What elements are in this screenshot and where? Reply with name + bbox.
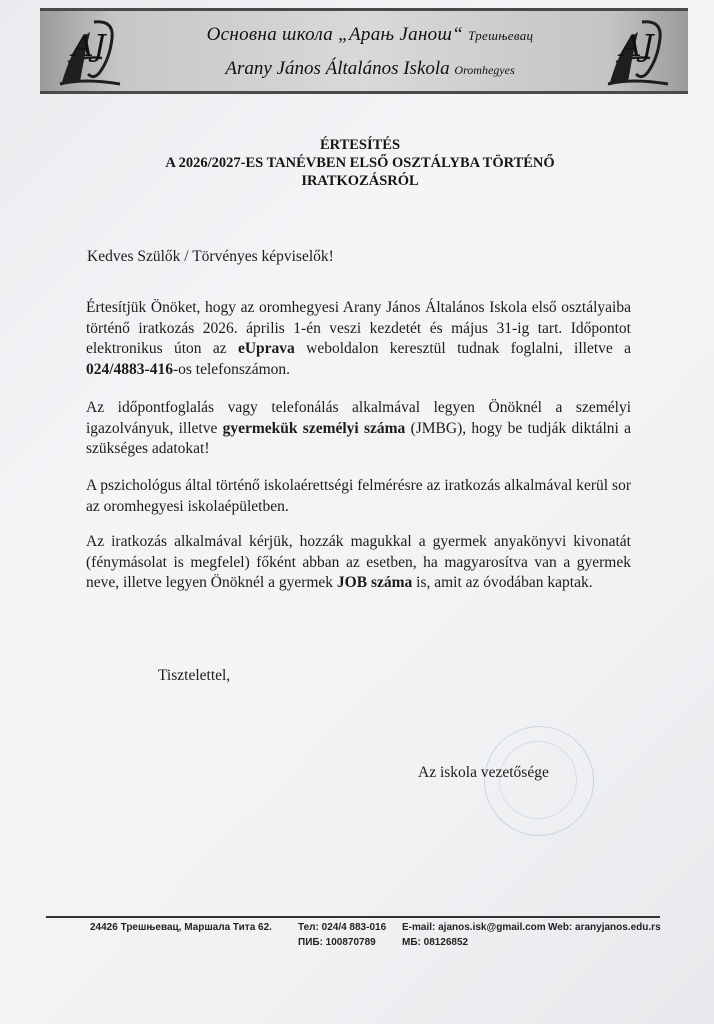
- letterhead-top-stripe: [40, 8, 688, 11]
- p2-jmbg-bold: gyermekük személyi száma: [222, 419, 406, 437]
- salutation: Kedves Szülők / Törvényes képviselők!: [87, 248, 334, 265]
- footer-email: E-mail: ajanos.isk@gmail.com: [402, 922, 546, 933]
- title-line-1: ÉRTESÍTÉS: [319, 137, 401, 153]
- paragraph-documents: [86, 398, 631, 460]
- paragraph-psychologist: A pszichológus által történő iskolaérettségi felmérésre az iratkozás alkalmával kerül sor az oromhegyesi iskolaépületben.: [86, 477, 631, 515]
- footer: [46, 922, 660, 952]
- letterhead-hungarian-name: [160, 58, 580, 80]
- paragraph-birth-certificate: [86, 532, 631, 594]
- p1-euprava: eUprava: [237, 340, 295, 357]
- letterhead-hungarian-school: Arany János Általános Iskola: [225, 58, 450, 79]
- letterhead-hungarian-place: Oromhegyes: [454, 63, 515, 77]
- p1-text-c: weboldalon keresztül tudnak foglalni, illetve a: [294, 340, 631, 357]
- footer-divider: [46, 916, 660, 918]
- document-title: [60, 136, 660, 190]
- p4-text-a: Az iratkozás alkalmával kérjük, hozzák magukkal a gyermek anyakönyvi kivonatát (fénymásolat is megfelel) főként abban az esetben, ha magyarosítva van a gyermek neve, illetve legyen Önöknél a gyermek: [86, 533, 631, 591]
- p2-text-c: (JMBG), hogy be tudják diktálni a szükséges adatokat!: [86, 419, 631, 457]
- title-line-2: A 2026/2027-ES TANÉVBEN ELSŐ OSZTÁLYBA TÖRTÉNŐ: [165, 155, 555, 171]
- school-logo-left: [54, 12, 126, 90]
- footer-address: 24426 Трешњевац, Маршала Тита 62.: [90, 922, 272, 933]
- p4-job-number: JOB száma: [336, 574, 413, 591]
- title-line-3: IRATKOZÁSRÓL: [301, 173, 419, 189]
- closing: Tisztelettel,: [158, 667, 231, 684]
- letterhead-bottom-stripe: [40, 91, 688, 94]
- footer-phone: Тел: 024/4 883-016: [298, 922, 387, 933]
- paragraph-enrollment-dates: [86, 298, 631, 380]
- svg-text:AJ: AJ: [72, 29, 106, 64]
- signature-line: Az iskola vezetősége: [418, 764, 549, 781]
- letterhead: [40, 8, 688, 94]
- footer-pib: ПИБ: 100870789: [298, 937, 376, 948]
- letterhead-serbian-name: [160, 24, 580, 46]
- p2-text-a: Az időpontfoglalás vagy telefonálás alkalmával legyen Önöknél a személyi igazolványuk, illetve: [86, 399, 631, 437]
- letterhead-serbian-place: Трешњевац: [468, 28, 534, 43]
- p1-phone-number: 024/4883-416: [86, 360, 173, 378]
- svg-text:AJ: AJ: [620, 29, 654, 64]
- p1-text-a: Értesítjük Önöket, hogy az oromhegyesi Arany János Általános Iskola első osztályaiba történő iratkozás 2026. április 1-én veszi kezdetét és május 31-ig tart. Időpontot elektronikus úton az: [86, 299, 631, 357]
- p4-text-c: is, amit az óvodában kaptak.: [412, 574, 593, 591]
- p1-text-e: -os telefonszámon.: [172, 360, 291, 378]
- footer-mb: МБ: 08126852: [402, 937, 469, 948]
- letterhead-serbian-school: Основна школа „Арањ Јанош“: [206, 24, 463, 45]
- school-logo-right: [602, 12, 674, 90]
- footer-web: Web: aranyjanos.edu.rs: [548, 922, 661, 933]
